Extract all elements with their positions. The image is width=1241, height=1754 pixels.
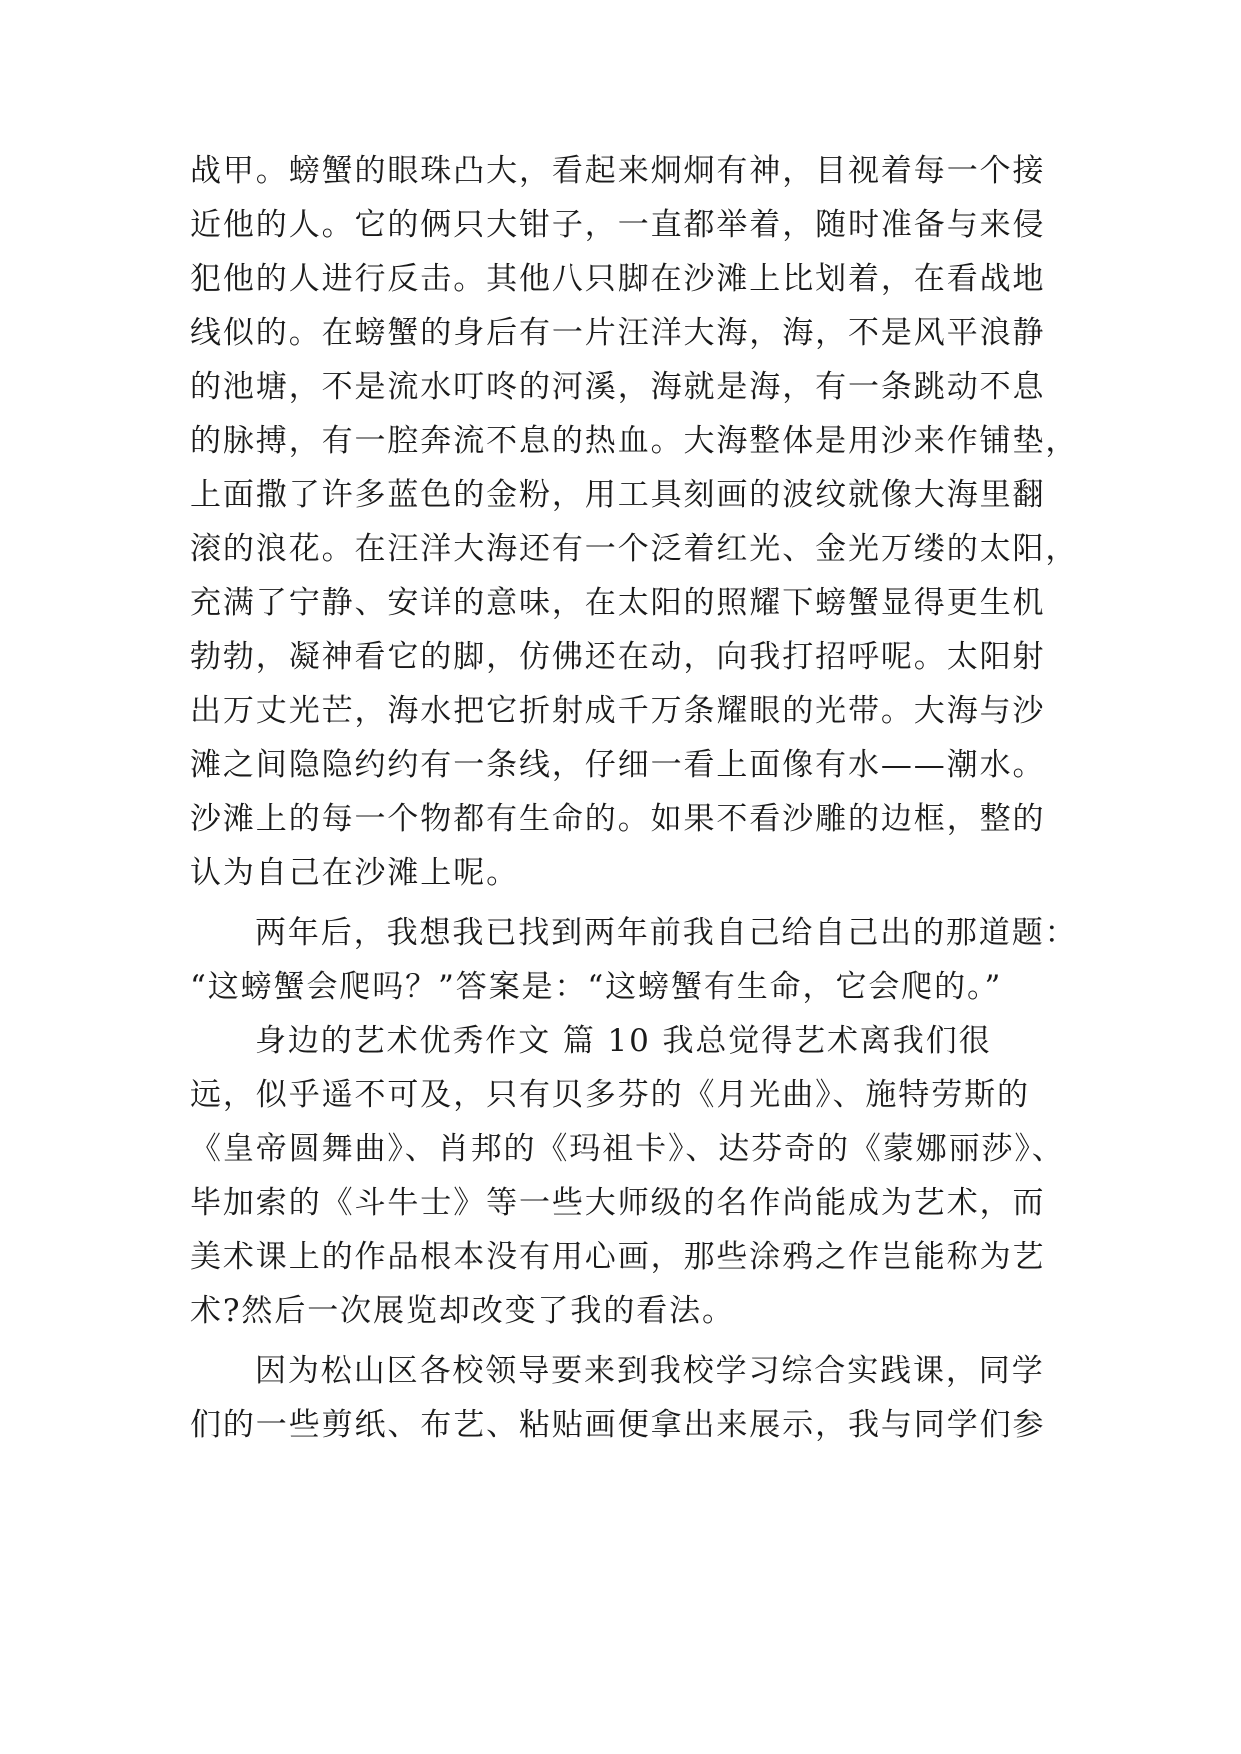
text-line: 近他的人。它的俩只大钳子，一直都举着，随时准备与来侵 [190,207,1046,243]
text-line: 出万丈光芒，海水把它折射成千万条耀眼的光带。大海与沙 [190,693,1046,729]
text-line-indented: 两年后，我想我已找到两年前我自己给自己出的那道题： [255,915,1078,951]
text-line: 滚的浪花。在汪洋大海还有一个泛着红光、金光万缕的太阳， [190,531,1079,567]
text-line: 的脉搏，有一腔奔流不息的热血。大海整体是用沙来作铺垫， [190,423,1079,459]
text-line: 的池塘，不是流水叮咚的河溪，海就是海，有一条跳动不息 [190,369,1046,405]
text-line: 充满了宁静、安详的意味，在太阳的照耀下螃蟹显得更生机 [190,585,1046,621]
heading-line: 身边的艺术优秀作文 篇 10 我总觉得艺术离我们很 [255,1023,992,1059]
text-line: 滩之间隐隐约约有一条线，仔细一看上面像有水——潮水。 [190,747,1046,783]
text-line: 术?然后一次展览却改变了我的看法。 [190,1293,735,1329]
text-line: 犯他的人进行反击。其他八只脚在沙滩上比划着，在看战地 [190,261,1046,297]
text-line: 美术课上的作品根本没有用心画，那些涂鸦之作岂能称为艺 [190,1239,1046,1275]
text-line: 们的一些剪纸、布艺、粘贴画便拿出来展示，我与同学们参 [190,1407,1046,1443]
text-line: 战甲。螃蟹的眼珠凸大，看起来炯炯有神，目视着每一个接 [190,153,1046,189]
text-line: 线似的。在螃蟹的身后有一片汪洋大海，海，不是风平浪静 [190,315,1046,351]
text-line: 上面撒了许多蓝色的金粉，用工具刻画的波纹就像大海里翻 [190,477,1046,513]
text-line: 远，似乎遥不可及，只有贝多芬的《月光曲》、施特劳斯的 [190,1077,1030,1113]
text-line: 沙滩上的每一个物都有生命的。如果不看沙雕的边框，整的 [190,801,1046,837]
text-line: 勃勃，凝神看它的脚，仿佛还在动，向我打招呼呢。太阳射 [190,639,1046,675]
text-line: 《皇帝圆舞曲》、肖邦的《玛祖卡》、达芬奇的《蒙娜丽莎》、 [190,1131,1065,1167]
text-line: “这螃蟹会爬吗？”答案是：“这螃蟹有生命，它会爬的。” [190,969,1003,1005]
text-line: 认为自己在沙滩上呢。 [190,855,519,891]
text-line: 毕加索的《斗牛士》等一些大师级的名作尚能成为艺术，而 [190,1185,1046,1221]
text-line-indented: 因为松山区各校领导要来到我校学习综合实践课，同学 [255,1353,1045,1389]
